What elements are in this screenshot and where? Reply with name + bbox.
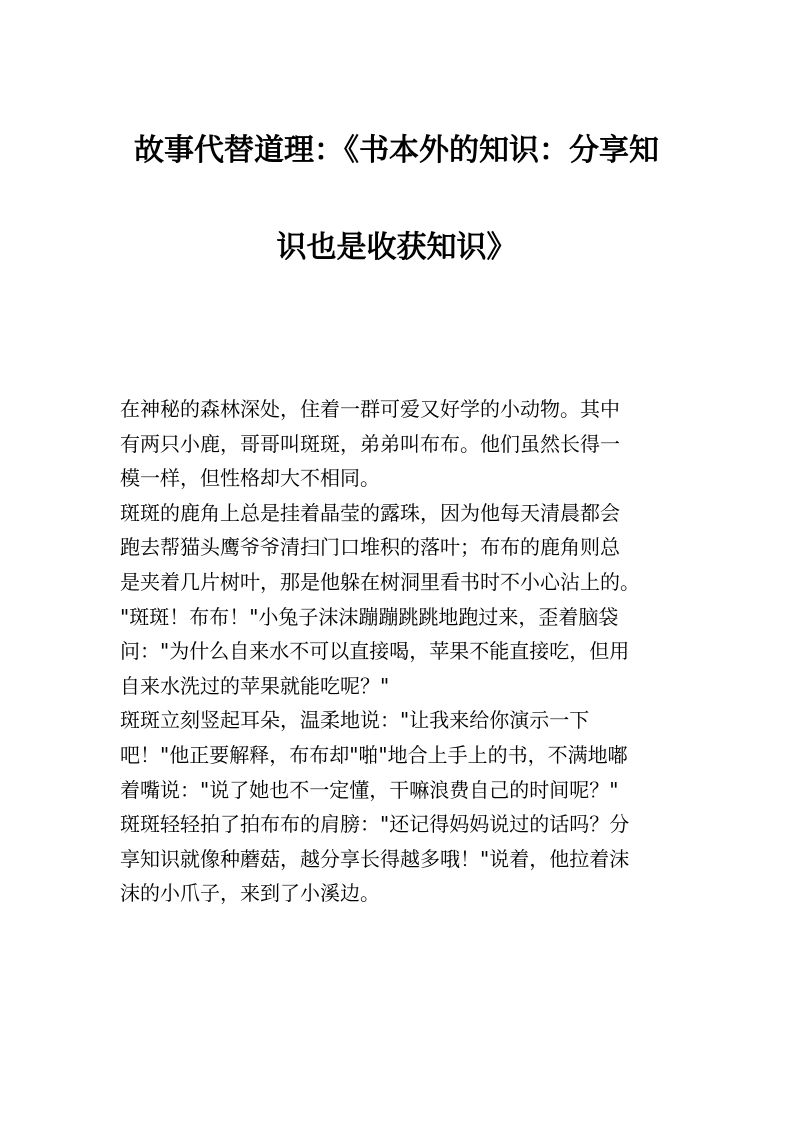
text-line: 跑去帮猫头鹰爷爷清扫门口堆积的落叶；布布的鹿角则总 — [120, 535, 620, 560]
text-line: 自来水洗过的苹果就能吃呢？" — [120, 673, 390, 698]
text-line: 有两只小鹿，哥哥叫斑斑，弟弟叫布布。他们虽然长得一 — [120, 431, 620, 456]
paragraph-4 — [120, 703, 680, 807]
text-line: 是夹着几片树叶，那是他躲在树洞里看书时不小心沾上的。 — [120, 569, 640, 594]
text-line: 斑斑的鹿角上总是挂着晶莹的露珠，因为他每天清晨都会 — [120, 500, 620, 525]
text-line: 斑斑轻轻拍了拍布布的肩膀："还记得妈妈说过的话吗？分 — [120, 812, 630, 837]
document-body — [120, 392, 680, 911]
text-line: 享知识就像种蘑菇，越分享长得越多哦！"说着，他拉着沫 — [120, 846, 630, 871]
paragraph-5 — [120, 807, 680, 911]
paragraph-3 — [120, 600, 680, 704]
text-line: "斑斑！布布！"小兔子沫沫蹦蹦跳跳地跑过来，歪着脑袋 — [120, 604, 619, 629]
document-title-line-1: 故事代替道理：《书本外的知识：分享知 — [134, 133, 659, 168]
paragraph-2 — [120, 496, 680, 600]
document-title-line-2: 识也是收获知识》 — [276, 230, 517, 265]
text-line: 模一样，但性格却大不相同。 — [120, 466, 380, 491]
text-line: 问："为什么自来水不可以直接喝，苹果不能直接吃，但用 — [120, 639, 630, 664]
text-line: 着嘴说："说了她也不一定懂，干嘛浪费自己的时间呢？" — [120, 777, 619, 802]
paragraph-1 — [120, 392, 680, 496]
text-line: 沫的小爪子，来到了小溪边。 — [120, 881, 380, 906]
text-line: 吧！"他正要解释，布布却"啪"地合上手上的书，不满地嘟 — [120, 742, 628, 767]
text-line: 斑斑立刻竖起耳朵，温柔地说："让我来给你演示一下 — [120, 708, 590, 733]
text-line: 在神秘的森林深处，住着一群可爱又好学的小动物。其中 — [120, 397, 620, 421]
